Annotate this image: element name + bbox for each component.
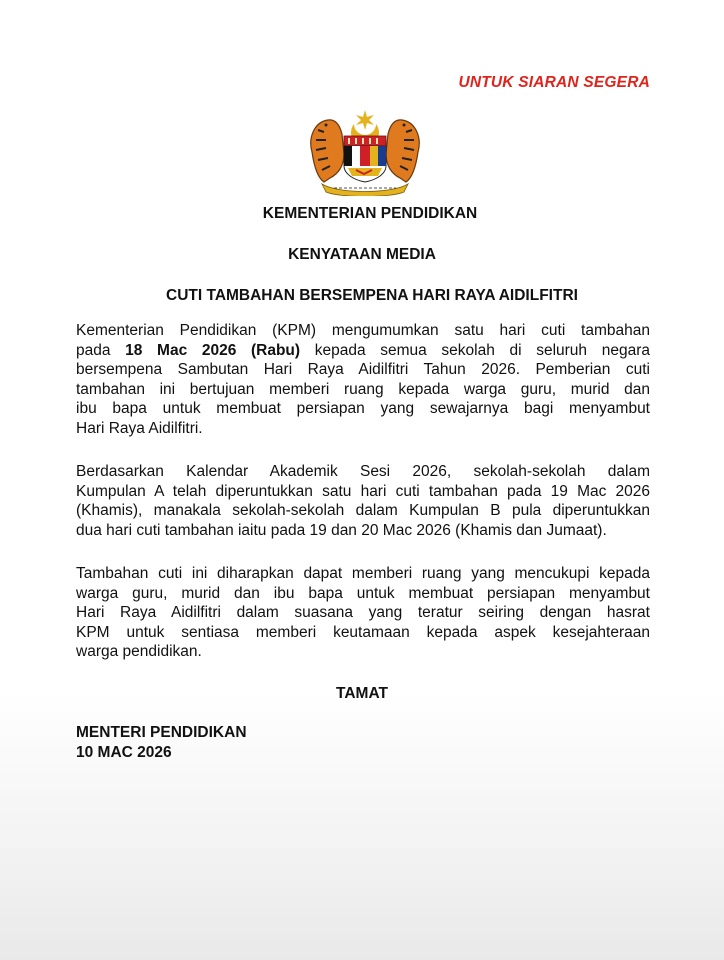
release-title: CUTI TAMBAHAN BERSEMPENA HARI RAYA AIDILFITRI xyxy=(166,287,578,304)
holiday-date: 18 Mac 2026 (Rabu) xyxy=(125,341,301,359)
signatory-title: MENTERI PENDIDIKAN xyxy=(76,724,247,741)
paragraph-1-line-5: ibu bapa untuk membuat persiapan yang sewajarnya bagi menyambut xyxy=(76,400,650,417)
date-prefix: pada xyxy=(76,341,126,359)
paragraph-3 xyxy=(76,564,650,662)
closing-mark: TAMAT xyxy=(336,685,388,702)
ministry-heading: KEMENTERIAN PENDIDIKAN xyxy=(262,205,478,222)
date-suffix: kepada semua sekolah di seluruh negara xyxy=(300,341,650,359)
paragraph-2 xyxy=(76,462,650,540)
paragraph-1-line-2 xyxy=(76,341,650,361)
signature-date: 10 MAC 2026 xyxy=(76,743,172,761)
paragraph-3-line-5: warga pendidikan. xyxy=(76,643,202,660)
malaysia-coat-of-arms-icon xyxy=(304,108,426,196)
paragraph-2-line-3: (Khamis), manakala sekolah-sekolah dalam Kumpulan B pula diperuntukkan xyxy=(76,502,650,519)
paragraph-3-line-3: Hari Raya Aidilfitri dalam suasana yang teratur seiring dengan hasrat xyxy=(76,604,650,621)
paragraph-3-line-4: KPM untuk sentiasa memberi keutamaan kepada aspek kesejahteraan xyxy=(76,623,650,641)
paragraph-2-line-4: dua hari cuti tambahan iaitu pada 19 dan 20 Mac 2026 (Khamis dan Jumaat). xyxy=(76,521,607,539)
paragraph-1-line-1: Kementerian Pendidikan (KPM) mengumumkan satu hari cuti tambahan xyxy=(76,322,650,339)
paragraph-3-line-2: warga guru, murid dan ibu bapa untuk membuat persiapan menyambut xyxy=(76,584,650,602)
paragraph-1-line-4: tambahan ini bertujuan memberi ruang kepada warga guru, murid dan xyxy=(76,380,650,398)
paragraph-1 xyxy=(76,321,650,438)
paragraph-2-line-1: Berdasarkan Kalendar Akademik Sesi 2026, sekolah-sekolah dalam xyxy=(76,463,650,480)
paragraph-1-line-6: Hari Raya Aidilfitri. xyxy=(76,419,203,437)
release-tag: UNTUK SIARAN SEGERA xyxy=(458,74,650,91)
paragraph-3-line-1: Tambahan cuti ini diharapkan dapat memberi ruang yang mencukupi kepada xyxy=(76,565,650,582)
paragraph-1-line-3: bersempena Sambutan Hari Raya Aidilfitri Tahun 2026. Pemberian cuti xyxy=(76,361,650,378)
statement-heading: KENYATAAN MEDIA xyxy=(288,246,436,263)
signature-block xyxy=(76,723,247,762)
paragraph-2-line-2: Kumpulan A telah diperuntukkan satu hari cuti tambahan pada 19 Mac 2026 xyxy=(76,482,650,500)
